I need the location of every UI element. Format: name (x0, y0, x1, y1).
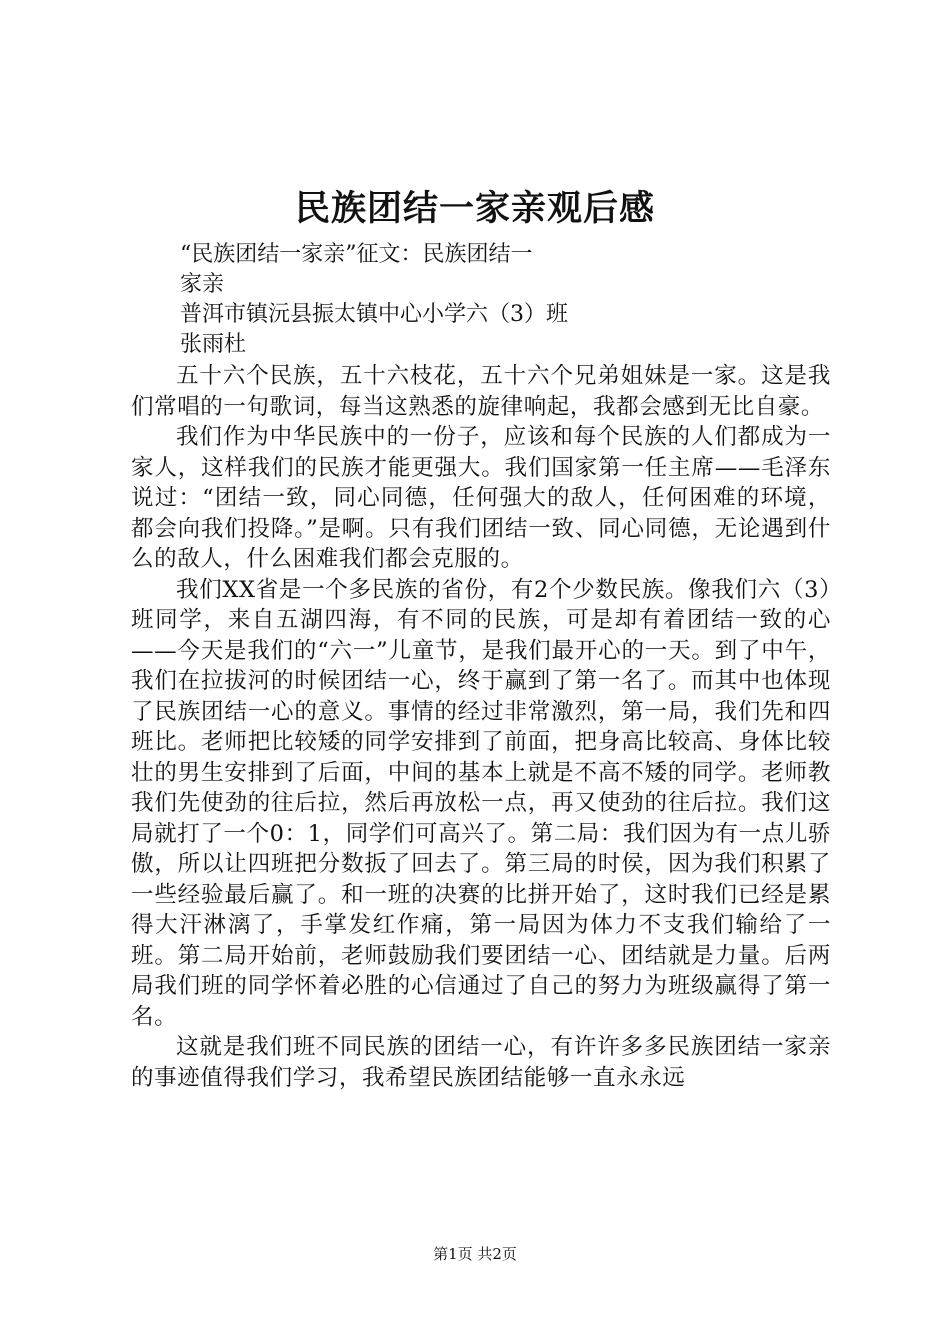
essay-subtitle-line-2: 家亲 (180, 272, 225, 297)
document-body (131, 361, 831, 1093)
paragraph-3: 我们XX省是一个多民族的省份，有2个少数民族。像我们六（3）班同学，来自五湖四海，有不同的民族，可是却有着团结一致的心——今天是我们的“六一”儿童节，是我们最开心的一天。到了中午，我们在拉拔河的时候团结一心，终于赢到了第一名了。而其中也体现了民族团结一心的意义。事情的经过非常激烈，第一局，我们先和四班比。老师把比较矮的同学安排到了前面，把身高比较高、身体比较壮的男生安排到了后面，中间的基本上就是不高不矮的同学。老师教我们先使劲的往后拉，然后再放松一点，再又使劲的往后拉。我们这局就打了一个0：1，同学们可高兴了。第二局：我们因为有一点儿骄傲，所以让四班把分数扳了回去了。第三局的时侯，因为我们积累了一些经验最后赢了。和一班的决赛的比拼开始了，这时我们已经是累得大汗淋漓了，手掌发红作痛，第一局因为体力不支我们输给了一班。第二局开始前，老师鼓励我们要团结一心、团结就是力量。后两局我们班的同学怀着必胜的心信通过了自己的努力为班级赢得了第一名。 (131, 576, 831, 1030)
author-name: 张雨杜 (180, 332, 247, 357)
school-class-line: 普洱市镇沅县振太镇中心小学六（3）班 (180, 302, 568, 327)
paragraph-4: 这就是我们班不同民族的团结一心，有许许多多民族团结一家亲的事迹值得我们学习，我希望民族团结能够一直永永远 (131, 1034, 831, 1091)
paragraph-1: 五十六个民族，五十六枝花，五十六个兄弟姐妹是一家。这是我们常唱的一句歌词，每当这熟悉的旋律响起，我都会感到无比自豪。 (131, 363, 831, 420)
document-title: 民族团结一家亲观后感 (294, 188, 655, 229)
essay-subtitle-line-1: “民族团结一家亲”征文：民族团结一 (180, 242, 533, 267)
paragraph-2: 我们作为中华民族中的一份子，应该和每个民族的人们都成为一家人，这样我们的民族才能更强大。我们国家第一任主席——毛泽东说过：“团结一致，同心同德，任何强大的敌人，任何困难的环境，都会向我们投降。”是啊。只有我们团结一致、同心同德，无论遇到什么的敌人，什么困难我们都会克服的。 (131, 424, 831, 572)
page-number-footer: 第1页 共2页 (433, 1245, 517, 1263)
